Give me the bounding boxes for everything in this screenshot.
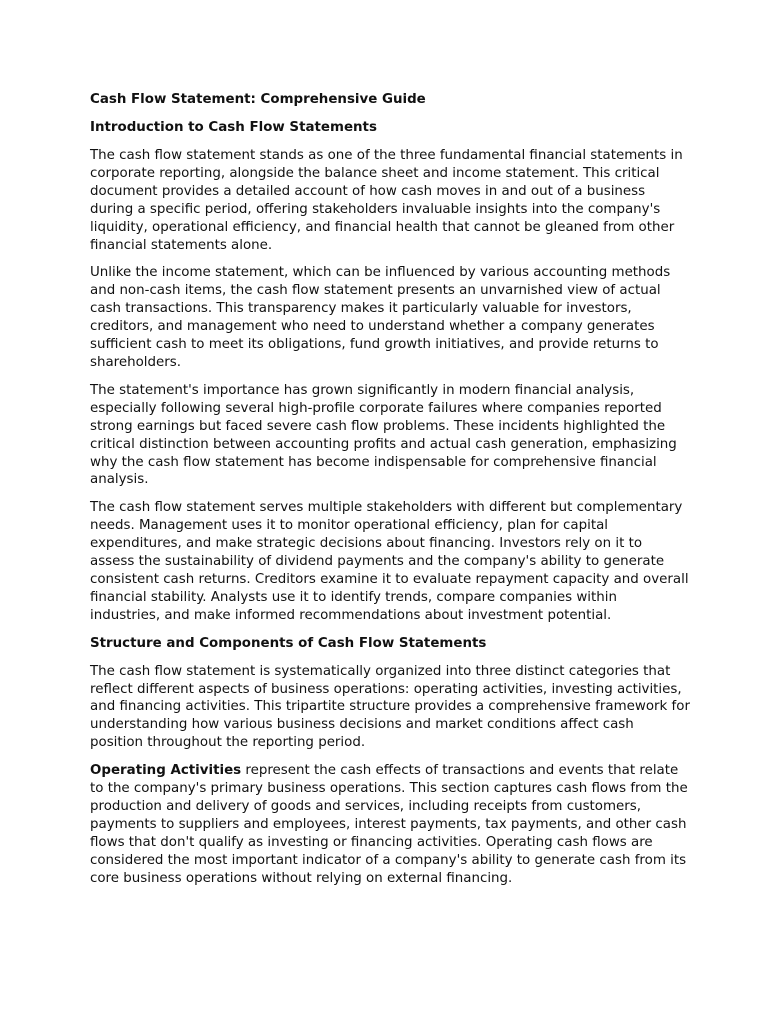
operating-activities-term: Operating Activities	[90, 763, 242, 779]
paragraph: The cash flow statement is systematically organized into three distinct categories that reflect different aspects of business operations: operating activities, investing activities, and financing activities. This tripartite structure provides a comprehensive framework for understanding how various business decisions and market conditions affect cash position throughout the reporting period.	[90, 663, 690, 751]
operating-activities-paragraph	[90, 762, 690, 887]
document-title: Cash Flow Statement: Comprehensive Guide	[90, 92, 426, 107]
operating-activities-text: represent the cash effects of transactions and events that relate to the company's primary business operations. This section captures cash flows from the production and delivery of goods and services, including receipts from customers, payments to suppliers and employees, interest payments, tax payments, and other cash flows that don't qualify as investing or financing activities. Operating cash flows are considered the most important indicator of a company's ability to generate cash from its core business operations without relying on external financing.	[90, 763, 688, 886]
paragraph: Unlike the income statement, which can be influenced by various accounting methods and non-cash items, the cash flow statement presents an unvarnished view of actual cash transactions. This transparency makes it particularly valuable for investors, creditors, and management who need to understand whether a company generates sufficient cash to meet its obligations, fund growth initiatives, and provide returns to shareholders.	[90, 265, 671, 370]
paragraph: The cash flow statement serves multiple stakeholders with different but complementary needs. Management uses it to monitor operational efficiency, plan for capital expenditures, and make strategic decisions about financing. Investors rely on it to assess the sustainability of dividend payments and the company's ability to generate consistent cash returns. Creditors examine it to evaluate repayment capacity and overall financial stability. Analysts use it to identify trends, compare companies within industries, and make informed recommendations about investment potential.	[90, 500, 689, 623]
section-heading-introduction: Introduction to Cash Flow Statements	[90, 120, 377, 135]
document-page	[90, 91, 690, 898]
paragraph: The statement's importance has grown significantly in modern financial analysis, especially following several high-profile corporate failures where companies reported strong earnings but faced severe cash flow problems. These incidents highlighted the critical distinction between accounting profits and actual cash generation, emphasizing why the cash flow statement has become indispensable for comprehensive financial analysis.	[90, 382, 677, 488]
paragraph: The cash flow statement stands as one of the three fundamental financial statements in corporate reporting, alongside the balance sheet and income statement. This critical document provides a detailed account of how cash moves in and out of a business during a specific period, offering stakeholders invaluable insights into the company's liquidity, operational efficiency, and financial health that cannot be gleaned from other financial statements alone.	[90, 148, 683, 253]
section-heading-structure: Structure and Components of Cash Flow Statements	[90, 635, 487, 651]
